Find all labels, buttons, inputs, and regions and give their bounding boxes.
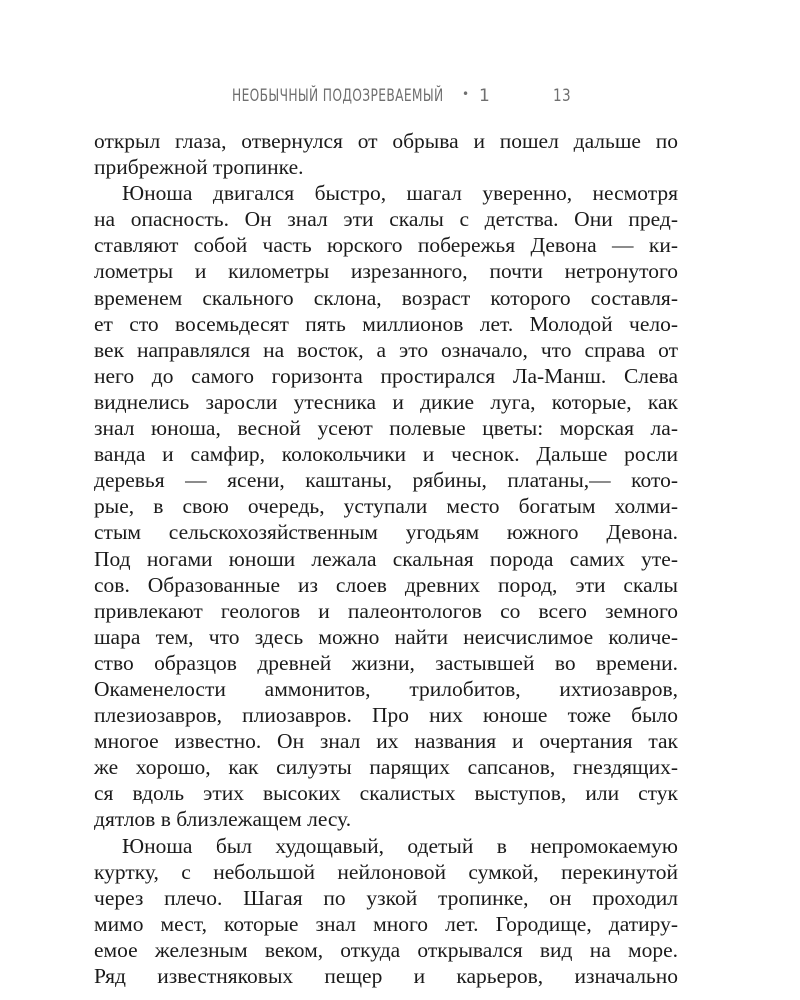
text-line: емое железным веком, откуда открывался вид на море. [94, 937, 678, 962]
running-header [0, 86, 800, 110]
text-line: же хорошо, как силуэты парящих сапсанов, гнездящих- [94, 755, 678, 780]
text-line: ставляют собой часть юрского побережья Девона — ки- [94, 233, 678, 258]
text-line: лометры и километры изрезанного, почти нетронутого [94, 259, 678, 284]
text-line: куртку, с небольшой нейлоновой сумкой, перекинутой [94, 859, 678, 884]
text-line: прибрежной тропинке. [94, 155, 304, 180]
text-line: него до самого горизонта простирался Ла-Манш. Слева [94, 363, 678, 388]
text-line: Под ногами юноши лежала скальная порода самих утe- [94, 546, 678, 571]
text-line: временем скального склона, возраст которого составля- [94, 285, 678, 310]
text-line: виднелись заросли утесника и дикие луга, которые, как [94, 389, 678, 414]
text-line: стым сельскохозяйственным угодьям южного Девона. [94, 520, 678, 545]
page-number: 13 [553, 86, 572, 106]
book-title: НЕОБЫЧНЫЙ ПОДОЗРЕВАЕМЫЙ [232, 86, 444, 106]
body-text [94, 128, 678, 989]
text-line: сов. Образованные из слоев древних пород, эти скалы [94, 572, 678, 597]
text-line: ся вдоль этих высоких скалистых выступов, или стук [94, 781, 678, 806]
volume-number: 1 [479, 86, 491, 106]
text-line: знал юноша, весной усеют полевые цветы: морская ла- [94, 416, 678, 441]
text-line: через плечо. Шагая по узкой тропинке, он проходил [94, 885, 678, 910]
text-line: на опасность. Он знал эти скалы с детства. Они пред- [94, 207, 678, 232]
text-line: многое известно. Он знал их названия и очертания так [94, 729, 678, 754]
text-line: ванда и самфир, колокольчики и чеснок. Дальше росли [94, 442, 678, 467]
text-line: плезиозавров, плиозавров. Про них юноше тоже было [94, 703, 678, 728]
paragraph-first-line: Юноша был худощавый, одетый в непромокаемую [122, 833, 678, 858]
text-line: век направлялся на восток, а это означало, что справа от [94, 337, 678, 362]
text-line: привлекают геологов и палеонтологов со всего земного [94, 598, 678, 623]
text-line: дятлов в близлежащем лесу. [94, 807, 352, 832]
paragraph-first-line: Юноша двигался быстро, шагал уверенно, несмотря [122, 181, 678, 206]
text-line: мимо мест, которые знал много лет. Городище, датиру- [94, 911, 678, 936]
text-line: деревья — ясени, каштаны, рябины, платаны,— кото- [94, 468, 678, 493]
text-line: ет сто восемьдесят пять миллионов лет. Молодой чело- [94, 311, 678, 336]
text-line: ство образцов древней жизни, застывшей во времени. [94, 650, 678, 675]
text-line: открыл глаза, отвернулся от обрыва и пошел дальше по [94, 129, 678, 153]
text-line: рые, в свою очередь, уступали место богатым холми- [94, 494, 678, 519]
text-line: Окаменелости аммонитов, трилобитов, ихтиозавров, [94, 676, 678, 701]
header-bullet: • [462, 87, 470, 101]
text-line: Ряд известняковых пещер и карьеров, изначально [94, 964, 678, 988]
text-line: шара тем, что здесь можно найти неисчислимое количе- [94, 624, 678, 649]
